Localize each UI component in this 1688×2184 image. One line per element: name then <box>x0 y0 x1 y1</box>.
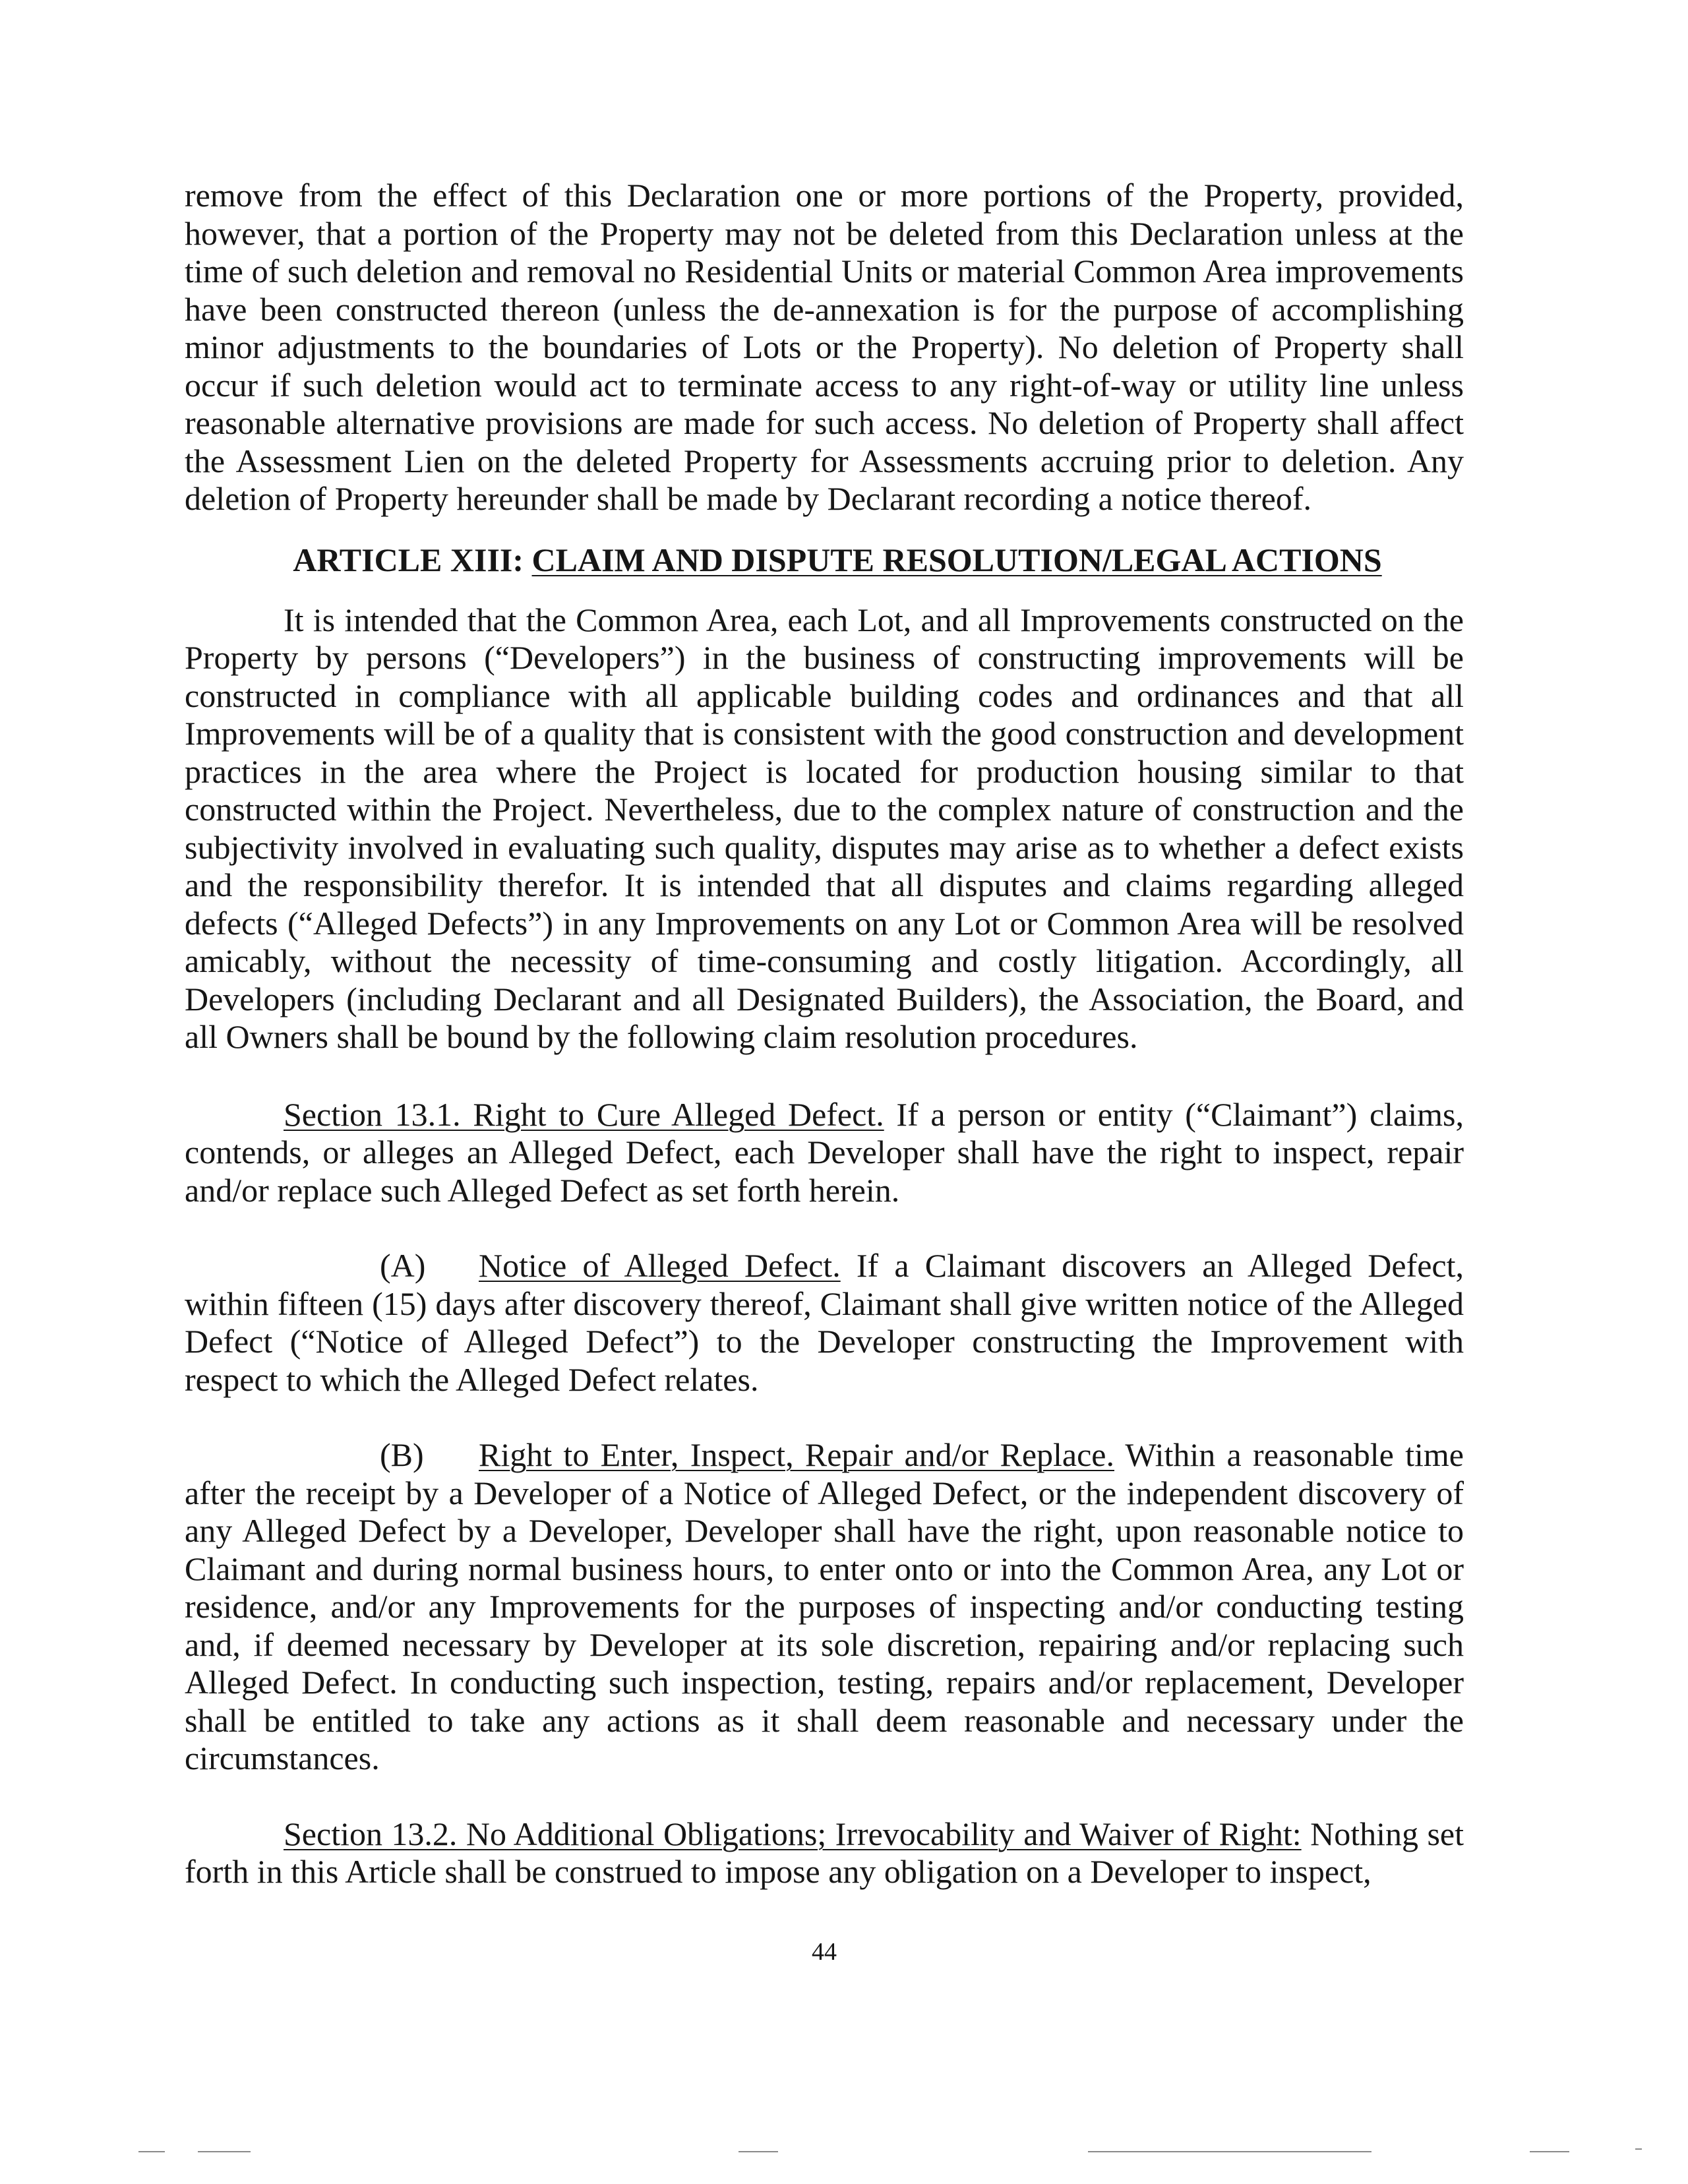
subsection-a-heading: Notice of Alleged Defect. <box>479 1247 841 1284</box>
section-13-1 <box>185 1096 1464 1210</box>
subsection-a <box>185 1247 1464 1399</box>
section-13-2 <box>185 1815 1464 1891</box>
subsection-b-body: Within a reasonable time after the receipt by a Developer of a Notice of Alleged Defect, or the independent discovery of any Alleged Defect by a Developer, Developer shall have the right, upon reasonable notice to Claimant and during normal business hours, to enter onto or into the Common Area, any Lot or residence, and/or any Improvements for the purposes of inspecting and/or conducting testing and, if deemed necessary by Developer at its sole discretion, repairing and/or replacing such Alleged Defect. In conducting such inspection, testing, repairs and/or replacement, Developer shall be entitled to take any actions as it shall deem reasonable and necessary under the circumstances. <box>185 1436 1464 1776</box>
section-13-1-body: If a person or entity (“Claimant”) claims, contends, or alleges an Alleged Defect, each Developer shall have the right to inspect, repair and/or replace such Alleged Defect as set forth herein. <box>185 1095 1464 1209</box>
article-heading <box>185 541 1464 579</box>
paragraph-article-intro: It is intended that the Common Area, each Lot, and all Improvements constructed on the Property by persons (“Developers”) in the business of constructing improvements will be constructed in compliance with all applicable building codes and ordinances and that all Improvements will be of a quality that is consistent with the good construction and development practices in the area where the Project is located for production housing similar to that constructed within the Project. Nevertheless, due to the complex nature of construction and the subjectivity involved in evaluating such quality, disputes may arise as to whether a defect exists and the responsibility therefor. It is intended that all disputes and claims regarding alleged defects (“Alleged Defects”) in any Improvements on any Lot or Common Area will be resolved amicably, without the necessity of time-consuming and costly litigation. Accordingly, all Developers (including Declarant and all Designated Builders), the Association, the Board, and all Owners shall be bound by the following claim resolution procedures. <box>185 601 1464 1055</box>
subsection-b-label: (B) <box>380 1436 424 1473</box>
subsection-a-label: (A) <box>380 1247 426 1284</box>
section-13-1-heading: Section 13.1. Right to Cure Alleged Defect. <box>284 1095 884 1133</box>
page-number: 44 <box>812 1938 837 1966</box>
scan-artifact <box>1530 2151 1569 2152</box>
subsection-b <box>185 1436 1464 1778</box>
scan-artifact <box>1088 2151 1372 2152</box>
scan-artifact <box>198 2151 251 2152</box>
subsection-a-body: If a Claimant discovers an Alleged Defect, within fifteen (15) days after discovery thereof, Claimant shall give written notice of the Alleged Defect (“Notice of Alleged Defect”) to the Developer constructing the Improvement with respect to which the Alleged Defect relates. <box>185 1247 1464 1398</box>
paragraph-property-deletion: remove from the effect of this Declaration one or more portions of the Property, provided, however, that a portion of the Property may not be deleted from this Declaration unless at the time of such deletion and removal no Residential Units or material Common Area improvements have been constructed thereon (unless the de-annexation is for the purpose of accomplishing minor adjustments to the boundaries of Lots or the Property). No deletion of Property shall occur if such deletion would act to terminate access to any right-of-way or utility line unless reasonable alternative provisions are made for such access. No deletion of Property shall affect the Assessment Lien on the deleted Property for Assessments accruing prior to deletion. Any deletion of Property hereunder shall be made by Declarant recording a notice thereof. <box>185 177 1464 517</box>
scan-artifact <box>738 2151 778 2152</box>
article-number: ARTICLE XIII: <box>293 541 532 578</box>
scan-artifact <box>138 2151 165 2152</box>
article-title: CLAIM AND DISPUTE RESOLUTION/LEGAL ACTIONS <box>531 541 1382 578</box>
scan-artifact <box>1635 2148 1642 2150</box>
section-13-2-heading: Section 13.2. No Additional Obligations; Irrevocability and Waiver of Right: <box>284 1815 1302 1852</box>
section-13-2-body: Nothing set forth in this Article shall be construed to impose any obligation on a Developer to inspect, <box>185 1815 1464 1890</box>
document-page <box>185 177 1464 1891</box>
subsection-b-heading: Right to Enter, Inspect, Repair and/or Replace. <box>479 1436 1114 1473</box>
